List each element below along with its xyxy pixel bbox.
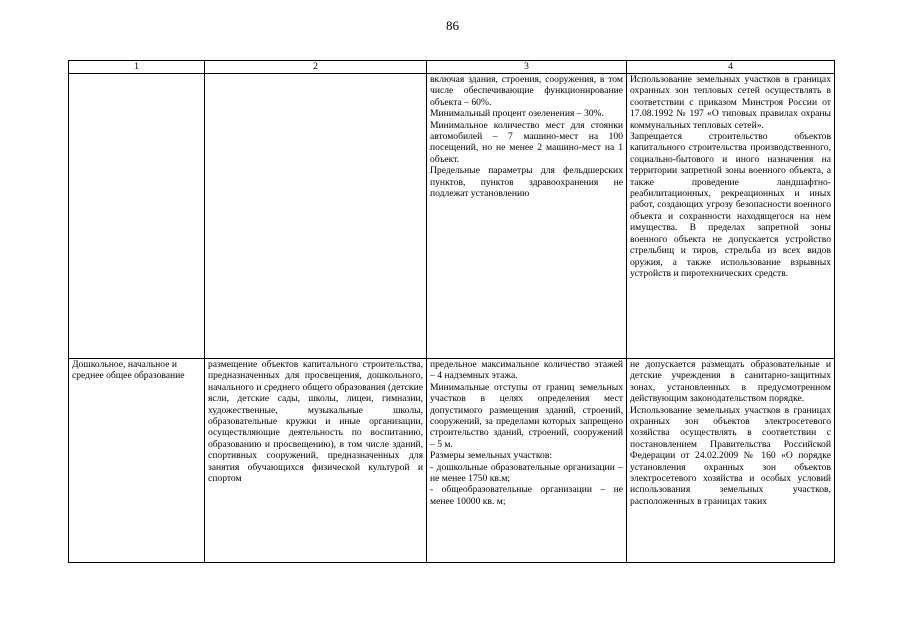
cell-paragraph: Запрещается строительство объектов капитального строительства производственного, социально-бытового и иного назначения на территории запретной зоны военного объекта, а также проведение ландшафтно-реабилитационных, рекреационных и иных работ, создающих угрозу безопасности военного объекта и сохранности находящегося на нем имущества. В пределах запретной зоны военного объекта не допускается устройство стрельбищ и тиров, стрельба из всех видов оружия, а также использование взрывных устройств и пиротехнических средств. [630, 131, 831, 279]
header-col-4: 4 [627, 61, 835, 74]
cell-paragraph: не допускается размещать образовательные и детские учреждения в санитарно-защитных зонах, установленных в предусмотренном действующим законодательством порядке. [630, 359, 831, 405]
cell-paragraph: - дошкольные образовательные организации – не менее 1750 кв.м; [430, 461, 623, 485]
cell-paragraph: Предельные параметры для фельдшерских пунктов, пунктов здравоохранения не подлежат установлению [430, 165, 623, 200]
header-col-3: 3 [427, 61, 627, 74]
cell-parameters [427, 359, 627, 563]
header-col-1: 1 [69, 61, 205, 74]
cell-paragraph: размещение объектов капитального строительства, предназначенных для просвещения, дошкольного, начального и среднего общего образования (детские ясли, детские сады, школы, лицеи, гимназии, художественные, музыкальные школы, образовательные кружки и иные организации, осуществляющие деятельность по воспитанию, образованию и просвещению), в том числе зданий, спортивных сооружений, предназначенных для занятия обучающихся физической культурой и спортом [208, 359, 423, 485]
cell-paragraph: Минимальные отступы от границ земельных участков в целях определения мест допустимого размещения зданий, строений, сооружений, за пределами которых запрещено строительство зданий, строений, сооружений – 5 м. [430, 381, 623, 450]
cell-use-name [69, 74, 205, 359]
cell-paragraph: Дошкольное, начальное и среднее общее образование [72, 359, 185, 382]
cell-restrictions [627, 359, 835, 563]
cell-use-description [205, 359, 427, 563]
cell-paragraph: Размеры земельных участков: [430, 450, 553, 462]
cell-paragraph: включая здания, строения, сооружения, в том числе обеспечивающие функционирование объекта – 60%. [430, 74, 623, 108]
cell-use-name [69, 359, 205, 563]
cell-paragraph: Использование земельных участков в границах охранных зон тепловых сетей осуществлять в соответствии с приказом Минстроя России от 17.08.1992 № 197 «О типовых правилах охраны коммунальных тепловых сетей». [630, 74, 831, 131]
cell-parameters [427, 74, 627, 359]
table-row [69, 359, 835, 563]
zoning-table [68, 60, 835, 563]
page-number: 86 [446, 18, 459, 33]
header-col-2: 2 [205, 61, 427, 74]
cell-use-description [205, 74, 427, 359]
cell-restrictions [627, 74, 835, 359]
cell-paragraph: - общеобразовательные организации – не менее 10000 кв. м; [430, 484, 623, 507]
cell-paragraph: Минимальный процент озеленения – 30%. [430, 108, 604, 120]
cell-paragraph: предельное максимальное количество этажей – 4 надземных этажа. [430, 359, 623, 382]
cell-paragraph: Минимальное количество мест для стоянки автомобилей – 7 машино-мест на 100 посещений, но не менее 2 машино-мест на 1 объект. [430, 119, 623, 165]
table-row [69, 74, 835, 359]
cell-paragraph: Использование земельных участков в границах охранных зон объектов электросетевого хозяйства осуществлять в соответствии с постановлением Правительства Российской Федерации от 24.02.2009 № 160 «О порядке установления охранных зон объектов электросетевого хозяйства и особых условий использования земельных участков, расположенных в границах таких [630, 404, 831, 507]
table-header-row [69, 61, 835, 74]
